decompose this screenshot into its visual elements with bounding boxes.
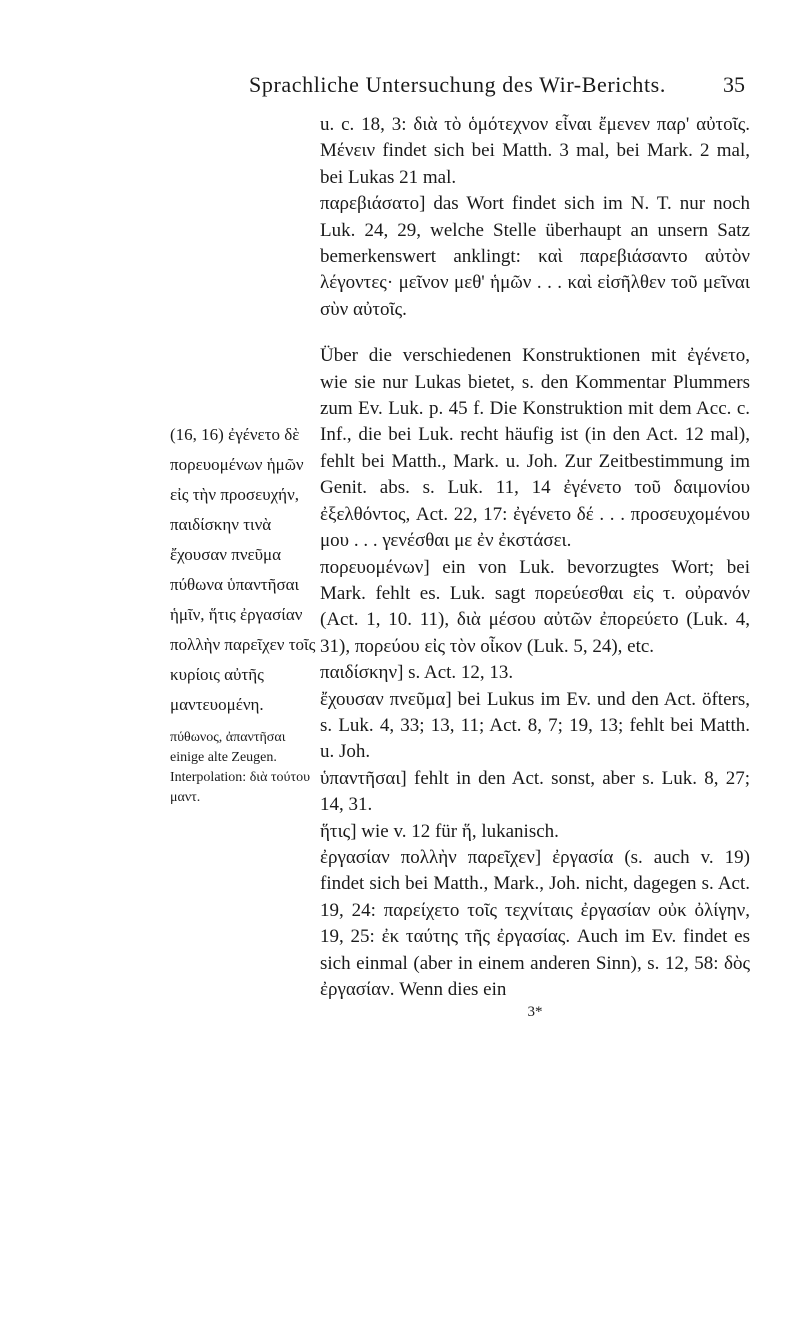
note-hetis: ἥτις] wie v. 12 für ἥ, lukanisch. bbox=[320, 820, 559, 842]
note-poreuomenon: πορευομένων] ein von Luk. bevorzugtes Wort; bei Mark. fehlt es. Luk. sagt πορεύεσθαι εἰς τ. οὐρανόν (Act. 1, 10. 11), διὰ μέσου αὐτῶν ἐπορεύετο (Luk. 4, 31), πορεύου εἰς τὸν οἶκον (Luk. 5, 24), etc. bbox=[320, 556, 750, 657]
running-head bbox=[170, 72, 745, 112]
paragraph-egeneto: Über die verschiedenen Konstruktionen mit ἐγένετο, wie sie nur Lukas bietet, s. den Kommentar Plummers zum Ev. Luk. p. 45 f. Die Konstruktion mit dem Acc. c. Inf., die bei Luk. recht häufig ist (in den Act. 12 mal), fehlt bei Matth., Mark. u. Joh. Zur Zeitbestimmung im Genit. abs. s. Luk. 11, 14 ἐγένετο τοῦ δαιμονίου ἐξελθόντος, Act. 22, 17: ἐγένετο δέ . . . προσευχομένου μου . . . γενέσθαι με ἐν ἐκστάσει. bbox=[320, 345, 750, 552]
main-text-column bbox=[320, 112, 750, 1021]
paragraph-menein: u. c. 18, 3: διὰ τὸ ὁμότεχνον εἶναι ἔμενεν παρ' αὐτοῖς. Μένειν findet sich bei Matth. 3 mal, bei Mark. 2 mal, bei Lukas 21 mal. bbox=[320, 114, 750, 188]
note-hypantesai: ὑπαντῆσαι] fehlt in den Act. sonst, aber s. Luk. 8, 27; 14, 31. bbox=[320, 767, 750, 816]
note-ergasian: ἐργασίαν πολλὴν παρεῖχεν] ἐργασία (s. auch v. 19) findet sich bei Matth., Mark., Joh. nicht, dagegen s. Act. 19, 24: παρείχετο τοῖς τεχνίταις ἐργασίαν οὐκ ὀλίγην, 19, 25: ἐκ ταύτης τῆς ἐργασίας. Auch im Ev. findet es sich einmal (aber in einem anderen Sinn), s. 12, 58: δὸς ἐργασίαν. Wenn dies ein bbox=[320, 846, 750, 1000]
paragraph-parebiasato: παρεβιάσατο] das Wort findet sich im N. T. nur noch Luk. 24, 29, welche Stelle überhaupt an unsern Satz bemerkenswert anklingt: καὶ παρεβιάσαντο αὐτὸν λέγοντες· μεῖνον μεθ' ἡμῶν . . . καὶ εἰσῆλθεν τοῦ μεῖναι σὺν αὐτοῖς. bbox=[320, 193, 750, 320]
note-echousan-pneuma: ἔχουσαν πνεῦμα] bei Lukus im Ev. und den Act. öfters, s. Luk. 4, 33; 13, 11; Act. 8, 7; 19, 13; fehlt bei Matth. u. Joh. bbox=[320, 688, 750, 763]
sidenote-apparatus: πύθωνος, ἀπαντῆσαι einige alte Zeugen. Interpolation: διὰ τούτου μαντ. bbox=[170, 730, 311, 805]
sidenote-verse-text: (16, 16) ἐγένετο δὲ πορευομένων ἡμῶν εἰς τὴν προσευχήν, παιδίσκην τινὰ ἔχουσαν πνεῦμα πύθωνα ὑπαντῆσαι ἡμῖν, ἥτις ἐργασίαν πολλὴν παρεῖχεν τοῖς κυρίοις αὐτῆς μαντευομένη. bbox=[170, 425, 316, 714]
note-paidisken: παιδίσκην] s. Act. 12, 13. bbox=[320, 662, 514, 684]
sidenote-column bbox=[170, 420, 318, 808]
page-number: 35 bbox=[723, 72, 745, 97]
signature-mark: 3* bbox=[527, 1004, 543, 1021]
running-title: Sprachliche Untersuchung des Wir-Berichts. bbox=[249, 72, 666, 97]
